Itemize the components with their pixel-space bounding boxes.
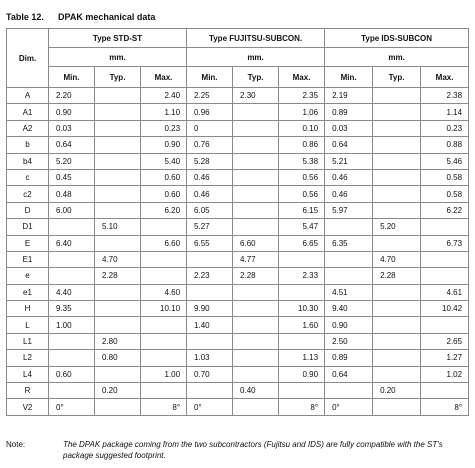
table-row (7, 268, 469, 284)
max-value-cell: 0.56 (279, 169, 325, 185)
min-value-cell: 6.35 (325, 235, 373, 251)
table-row (7, 137, 469, 153)
typ-value-cell (373, 169, 421, 185)
typ-value-cell (373, 153, 421, 169)
min-value-cell: 0° (325, 399, 373, 415)
max-value-cell: 5.38 (279, 153, 325, 169)
max-value-cell: 2.40 (141, 88, 187, 104)
typ-value-cell: 0.20 (373, 383, 421, 399)
dim-cell: e1 (7, 284, 49, 300)
typ-value-cell (233, 169, 279, 185)
max-value-cell: 4.61 (421, 284, 469, 300)
min-value-cell (187, 284, 233, 300)
typ-value-cell (233, 284, 279, 300)
table-row (7, 383, 469, 399)
typ-value-cell: 2.30 (233, 88, 279, 104)
typ-value-cell (95, 120, 141, 136)
min-value-cell: 0.46 (187, 169, 233, 185)
typ-value-cell (233, 333, 279, 349)
dim-cell: b (7, 137, 49, 153)
typ-value-cell (373, 202, 421, 218)
max-value-cell (141, 383, 187, 399)
max-value-cell: 1.60 (279, 317, 325, 333)
min-value-cell: 0.48 (49, 186, 95, 202)
min-value-cell: 9.35 (49, 301, 95, 317)
min-value-cell: 6.55 (187, 235, 233, 251)
min-value-cell (49, 383, 95, 399)
max-value-cell: 8° (141, 399, 187, 415)
dim-cell: c (7, 169, 49, 185)
max-value-cell (421, 251, 469, 267)
typ-value-cell (233, 317, 279, 333)
max-value-cell: 1.00 (141, 366, 187, 382)
max-value-cell: 0.58 (421, 186, 469, 202)
max-value-cell: 6.60 (141, 235, 187, 251)
max-value-cell: 2.38 (421, 88, 469, 104)
min-value-cell: 0.64 (325, 366, 373, 382)
typ-value-cell (95, 169, 141, 185)
min-value-cell: 0° (49, 399, 95, 415)
typ-value-cell (373, 284, 421, 300)
min-header: Min. (325, 67, 373, 88)
max-value-cell: 4.60 (141, 284, 187, 300)
max-value-cell: 6.20 (141, 202, 187, 218)
typ-value-cell: 0.20 (95, 383, 141, 399)
min-value-cell: 9.40 (325, 301, 373, 317)
min-value-cell (49, 251, 95, 267)
table-row (7, 104, 469, 120)
typ-value-cell: 2.28 (373, 268, 421, 284)
typ-value-cell (373, 399, 421, 415)
table-row (7, 120, 469, 136)
typ-value-cell (95, 104, 141, 120)
min-value-cell: 0.60 (49, 366, 95, 382)
group-header-fujitsu: Type FUJITSU-SUBCON. (187, 29, 325, 48)
typ-value-cell (95, 235, 141, 251)
max-value-cell: 10.30 (279, 301, 325, 317)
note-text: The DPAK package coming from the two subcontractors (Fujitsu and IDS) are fully compatible with the ST's package suggested footprint. (63, 440, 443, 460)
typ-value-cell (95, 153, 141, 169)
max-value-cell: 1.13 (279, 350, 325, 366)
group-header-ids: Type IDS-SUBCON (325, 29, 469, 48)
dim-cell: R (7, 383, 49, 399)
max-value-cell: 0.10 (279, 120, 325, 136)
dim-cell: L4 (7, 366, 49, 382)
table-row (7, 366, 469, 382)
typ-value-cell (373, 333, 421, 349)
typ-value-cell: 5.20 (373, 219, 421, 235)
min-header: Min. (49, 67, 95, 88)
dim-cell: V2 (7, 399, 49, 415)
max-value-cell: 0.60 (141, 186, 187, 202)
min-value-cell: 0.70 (187, 366, 233, 382)
max-value-cell: 6.73 (421, 235, 469, 251)
typ-value-cell (95, 88, 141, 104)
min-value-cell: 2.50 (325, 333, 373, 349)
max-value-cell (279, 284, 325, 300)
typ-value-cell (95, 284, 141, 300)
max-value-cell (421, 383, 469, 399)
unit-header: mm. (187, 48, 325, 67)
table-body (7, 88, 469, 416)
table-row (7, 301, 469, 317)
min-value-cell: 5.28 (187, 153, 233, 169)
min-value-cell: 2.25 (187, 88, 233, 104)
max-value-cell (421, 219, 469, 235)
min-value-cell: 4.51 (325, 284, 373, 300)
typ-value-cell (373, 350, 421, 366)
min-value-cell: 5.21 (325, 153, 373, 169)
min-value-cell: 0.46 (187, 186, 233, 202)
max-value-cell: 6.15 (279, 202, 325, 218)
typ-value-cell (95, 317, 141, 333)
max-header: Max. (141, 67, 187, 88)
max-value-cell: 2.65 (421, 333, 469, 349)
typ-value-cell: 5.10 (95, 219, 141, 235)
min-value-cell: 0.76 (187, 137, 233, 153)
min-value-cell: 6.40 (49, 235, 95, 251)
min-value-cell: 2.19 (325, 88, 373, 104)
typ-value-cell: 2.28 (233, 268, 279, 284)
table-row (7, 202, 469, 218)
table-row (7, 399, 469, 415)
max-value-cell: 1.14 (421, 104, 469, 120)
max-value-cell: 2.35 (279, 88, 325, 104)
typ-value-cell (233, 219, 279, 235)
min-value-cell: 0.46 (325, 169, 373, 185)
typ-header: Typ. (373, 67, 421, 88)
typ-value-cell (233, 186, 279, 202)
max-value-cell (279, 251, 325, 267)
typ-value-cell (95, 137, 141, 153)
max-value-cell: 1.06 (279, 104, 325, 120)
max-value-cell: 1.27 (421, 350, 469, 366)
min-value-cell: 0.89 (325, 104, 373, 120)
min-value-cell: 6.00 (49, 202, 95, 218)
max-value-cell (279, 333, 325, 349)
typ-value-cell (233, 104, 279, 120)
typ-value-cell (233, 350, 279, 366)
dim-cell: H (7, 301, 49, 317)
max-value-cell: 0.90 (279, 366, 325, 382)
max-value-cell: 10.42 (421, 301, 469, 317)
max-value-cell: 0.86 (279, 137, 325, 153)
min-value-cell: 0.64 (325, 137, 373, 153)
min-value-cell (187, 333, 233, 349)
max-value-cell: 6.22 (421, 202, 469, 218)
typ-value-cell: 2.80 (95, 333, 141, 349)
unit-header: mm. (325, 48, 469, 67)
min-value-cell (187, 383, 233, 399)
dpak-mechanical-data-table (6, 28, 469, 416)
table-row (7, 186, 469, 202)
min-value-cell (325, 268, 373, 284)
max-header: Max. (279, 67, 325, 88)
table-row (7, 169, 469, 185)
typ-value-cell (373, 120, 421, 136)
typ-value-cell: 6.60 (233, 235, 279, 251)
typ-value-cell (233, 137, 279, 153)
min-value-cell: 0.03 (49, 120, 95, 136)
unit-header: mm. (49, 48, 187, 67)
dim-cell: D1 (7, 219, 49, 235)
max-value-cell: 1.02 (421, 366, 469, 382)
max-value-cell (279, 383, 325, 399)
typ-value-cell (373, 317, 421, 333)
max-value-cell: 0.58 (421, 169, 469, 185)
dim-cell: L (7, 317, 49, 333)
max-value-cell (421, 317, 469, 333)
min-value-cell: 4.40 (49, 284, 95, 300)
max-value-cell: 0.23 (421, 120, 469, 136)
max-value-cell: 0.88 (421, 137, 469, 153)
min-value-cell: 1.40 (187, 317, 233, 333)
dim-cell: E1 (7, 251, 49, 267)
max-value-cell: 8° (421, 399, 469, 415)
max-value-cell: 10.10 (141, 301, 187, 317)
max-value-cell: 5.40 (141, 153, 187, 169)
typ-value-cell: 0.80 (95, 350, 141, 366)
min-value-cell: 2.20 (49, 88, 95, 104)
min-value-cell: 5.20 (49, 153, 95, 169)
typ-value-cell (233, 366, 279, 382)
max-value-cell (141, 350, 187, 366)
typ-value-cell (233, 301, 279, 317)
table-row (7, 333, 469, 349)
min-value-cell: 5.97 (325, 202, 373, 218)
table-row (7, 235, 469, 251)
typ-header: Typ. (233, 67, 279, 88)
min-value-cell: 0.64 (49, 137, 95, 153)
typ-value-cell: 0.40 (233, 383, 279, 399)
typ-value-cell (95, 399, 141, 415)
typ-value-cell (233, 120, 279, 136)
dim-cell: L2 (7, 350, 49, 366)
dim-header: Dim. (7, 29, 49, 88)
dim-cell: A (7, 88, 49, 104)
typ-value-cell (373, 301, 421, 317)
table-caption (6, 12, 155, 22)
typ-value-cell: 2.28 (95, 268, 141, 284)
typ-header: Typ. (95, 67, 141, 88)
typ-value-cell (373, 88, 421, 104)
max-header: Max. (421, 67, 469, 88)
typ-value-cell (233, 153, 279, 169)
typ-value-cell (373, 366, 421, 382)
dim-cell: A2 (7, 120, 49, 136)
typ-value-cell (95, 202, 141, 218)
max-value-cell: 5.47 (279, 219, 325, 235)
max-value-cell: 2.33 (279, 268, 325, 284)
table-number: Table 12. (6, 12, 44, 22)
min-value-cell: 9.90 (187, 301, 233, 317)
max-value-cell: 5.46 (421, 153, 469, 169)
dim-cell: b4 (7, 153, 49, 169)
min-value-cell: 6.05 (187, 202, 233, 218)
min-value-cell (325, 383, 373, 399)
min-value-cell: 0 (187, 120, 233, 136)
min-value-cell: 1.03 (187, 350, 233, 366)
min-header: Min. (187, 67, 233, 88)
typ-value-cell (95, 186, 141, 202)
min-value-cell: 0.03 (325, 120, 373, 136)
table-row (7, 317, 469, 333)
typ-value-cell (95, 366, 141, 382)
min-value-cell: 0.89 (325, 350, 373, 366)
typ-value-cell (373, 186, 421, 202)
min-value-cell: 0.45 (49, 169, 95, 185)
max-value-cell: 0.56 (279, 186, 325, 202)
min-value-cell: 2.23 (187, 268, 233, 284)
max-value-cell: 8° (279, 399, 325, 415)
note-label: Note: (6, 440, 26, 449)
table-row (7, 350, 469, 366)
dim-cell: L1 (7, 333, 49, 349)
typ-value-cell (233, 399, 279, 415)
max-value-cell (141, 268, 187, 284)
min-value-cell (325, 251, 373, 267)
min-value-cell: 0.90 (325, 317, 373, 333)
max-value-cell: 6.65 (279, 235, 325, 251)
typ-value-cell: 4.70 (95, 251, 141, 267)
max-value-cell (141, 251, 187, 267)
min-value-cell (49, 219, 95, 235)
min-value-cell: 1.00 (49, 317, 95, 333)
typ-value-cell (233, 202, 279, 218)
dim-cell: e (7, 268, 49, 284)
min-value-cell (187, 251, 233, 267)
dim-cell: c2 (7, 186, 49, 202)
min-value-cell: 0° (187, 399, 233, 415)
max-value-cell (141, 317, 187, 333)
table-row (7, 219, 469, 235)
min-value-cell (325, 219, 373, 235)
min-value-cell: 0.46 (325, 186, 373, 202)
max-value-cell: 0.90 (141, 137, 187, 153)
dim-cell: A1 (7, 104, 49, 120)
max-value-cell: 1.10 (141, 104, 187, 120)
typ-value-cell: 4.70 (373, 251, 421, 267)
min-value-cell (49, 333, 95, 349)
table-row (7, 153, 469, 169)
max-value-cell (141, 219, 187, 235)
typ-value-cell (95, 301, 141, 317)
dim-cell: D (7, 202, 49, 218)
min-value-cell: 0.96 (187, 104, 233, 120)
typ-value-cell (373, 104, 421, 120)
table-row (7, 251, 469, 267)
table-row (7, 88, 469, 104)
dim-cell: E (7, 235, 49, 251)
min-value-cell (49, 268, 95, 284)
min-value-cell (49, 350, 95, 366)
typ-value-cell (373, 137, 421, 153)
typ-value-cell: 4.77 (233, 251, 279, 267)
typ-value-cell (373, 235, 421, 251)
min-value-cell: 0.90 (49, 104, 95, 120)
max-value-cell (421, 268, 469, 284)
max-value-cell (141, 333, 187, 349)
table-row (7, 284, 469, 300)
group-header-std-st: Type STD-ST (49, 29, 187, 48)
min-value-cell: 5.27 (187, 219, 233, 235)
max-value-cell: 0.60 (141, 169, 187, 185)
max-value-cell: 0.23 (141, 120, 187, 136)
table-title: DPAK mechanical data (58, 12, 156, 22)
